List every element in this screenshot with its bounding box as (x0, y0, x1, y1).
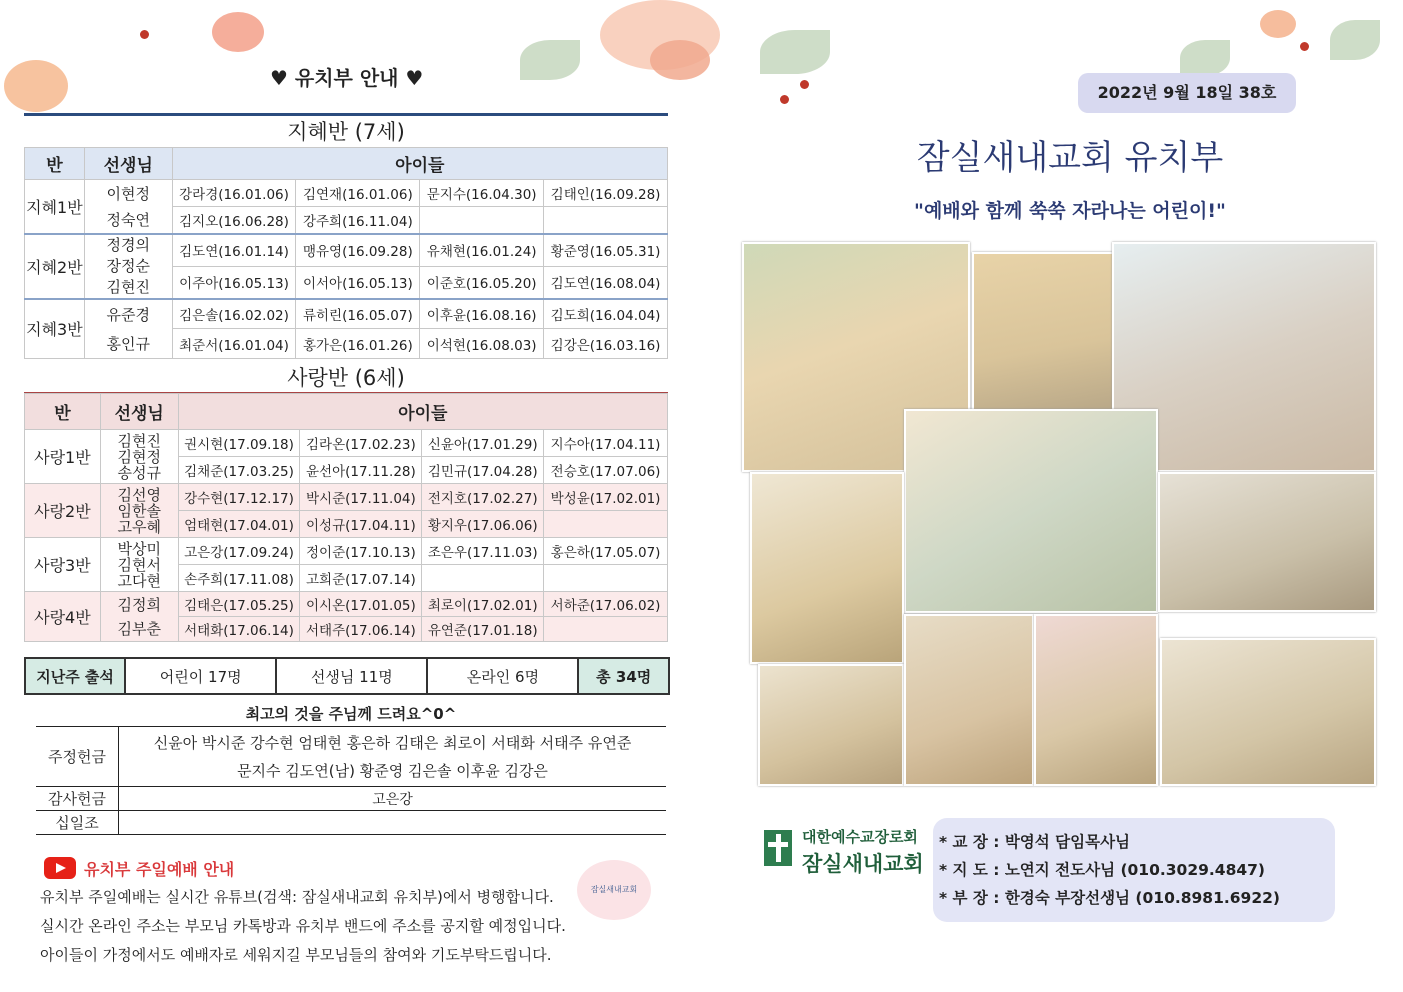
attendance-teachers: 선생님 11명 (276, 658, 427, 694)
offering-title: 최고의 것을 주님께 드려요^0^ (245, 705, 457, 723)
worship-line: 아이들이 가정에서도 예배자로 세워지길 부모님들의 참여와 기도부탁드립니다. (40, 946, 552, 964)
attendance-children: 어린이 17명 (125, 658, 276, 694)
child-cell: 고희준(17.07.14) (300, 565, 422, 592)
teacher-name: 임한솔 (117, 501, 161, 520)
activity-photo (750, 472, 904, 664)
teacher-list (84, 234, 172, 299)
child-cell: 김라온(17.02.23) (300, 430, 422, 457)
child-cell: 김태인(16.09.28) (544, 180, 668, 207)
child-cell: 김민규(17.04.28) (422, 457, 544, 484)
teacher-name: 김선영 (117, 485, 161, 504)
staff-line: * 부 장 : 한경숙 부장선생님 (010.8981.6922) (939, 889, 1280, 907)
teacher-name: 김현진 (106, 277, 150, 296)
issue-badge: 2022년 9월 18일 38호 (1078, 73, 1296, 113)
child-cell (544, 565, 668, 592)
attendance-online: 온라인 6명 (427, 658, 578, 694)
class-name: 사랑1반 (25, 430, 101, 484)
child-cell: 김태은(17.05.25) (178, 592, 300, 617)
child-cell: 문지수(16.04.30) (420, 180, 544, 207)
child-cell (544, 511, 668, 538)
child-cell: 이주아(16.05.13) (172, 266, 296, 299)
church-title: 잠실새내교회 유치부 (916, 138, 1224, 178)
child-cell: 강라경(16.01.06) (172, 180, 296, 207)
child-cell: 김연재(16.01.06) (296, 180, 420, 207)
church-name: 잠실새내교회 (802, 852, 924, 876)
child-cell: 서하준(17.06.02) (544, 592, 668, 617)
class-name: 사랑4반 (25, 592, 101, 642)
teacher-name: 유준경 (84, 299, 172, 329)
header-children: 아이들 (172, 148, 667, 180)
child-cell: 정이준(17.10.13) (300, 538, 422, 565)
offering-label: 감사헌금 (36, 787, 119, 811)
child-cell: 황준영(16.05.31) (544, 234, 668, 267)
church-badge-logo (577, 860, 651, 920)
worship-line: 유치부 주일예배는 실시간 유튜브(검색: 잠실새내교회 유치부)에서 병행합니다. (40, 888, 554, 906)
teacher-name: 송성규 (117, 463, 161, 482)
child-cell: 맹유영(16.09.28) (296, 234, 420, 267)
child-cell: 서태주(17.06.14) (300, 617, 422, 642)
teacher-list (100, 484, 178, 538)
activity-photo (904, 614, 1034, 786)
offering-line: 신윤아 박시준 강수현 엄태현 홍은하 김태은 최로이 서태화 서태주 유연준 (153, 733, 632, 752)
teacher-name: 고우혜 (117, 517, 161, 536)
activity-photo (1160, 638, 1376, 786)
child-cell (544, 617, 668, 642)
staff-line: * 교 장 : 박영석 담임목사님 (939, 833, 1131, 851)
denomination-name: 대한예수교장로회 (802, 828, 918, 846)
activity-photo (758, 664, 904, 786)
child-cell: 유채현(16.01.24) (420, 234, 544, 267)
attendance-total: 총 34명 (578, 658, 669, 694)
child-cell: 유연준(17.01.18) (422, 617, 544, 642)
child-cell: 김은솔(16.02.02) (172, 299, 296, 329)
child-cell: 지수아(17.04.11) (544, 430, 668, 457)
teacher-list (100, 538, 178, 592)
header-class: 반 (25, 394, 101, 430)
child-cell: 강주희(16.11.04) (296, 207, 420, 234)
class-name: 지혜2반 (25, 234, 85, 299)
child-cell: 최준서(16.01.04) (172, 329, 296, 359)
child-cell: 서태화(17.06.14) (178, 617, 300, 642)
header-teacher: 선생님 (84, 148, 172, 180)
child-cell: 고은강(17.09.24) (178, 538, 300, 565)
child-cell (420, 207, 544, 234)
offering-names: 고은강 (119, 787, 667, 811)
offering-names (119, 727, 667, 787)
child-cell: 이성규(17.04.11) (300, 511, 422, 538)
teacher-name: 장정순 (106, 256, 150, 275)
teacher-name: 고다현 (117, 571, 161, 590)
teacher-name: 김현서 (117, 555, 161, 574)
teacher-list (100, 430, 178, 484)
child-cell: 김강은(16.03.16) (544, 329, 668, 359)
offering-label: 주정헌금 (36, 727, 119, 787)
youtube-icon (44, 857, 76, 879)
offering-names (119, 811, 667, 835)
child-cell: 이시온(17.01.05) (300, 592, 422, 617)
child-cell: 조은우(17.11.03) (422, 538, 544, 565)
teacher-name: 정숙연 (84, 207, 172, 234)
offering-line: 문지수 김도연(남) 황준영 김은솔 이후윤 김강은 (237, 761, 548, 780)
child-cell: 김지오(16.06.28) (172, 207, 296, 234)
child-cell: 김도연(16.01.14) (172, 234, 296, 267)
slogan: "예배와 함께 쑥쑥 자라나는 어린이!" (914, 200, 1226, 222)
teacher-name: 정경의 (106, 235, 150, 254)
class-name: 사랑3반 (25, 538, 101, 592)
class-name: 지혜1반 (25, 180, 85, 234)
child-cell: 전지호(17.02.27) (422, 484, 544, 511)
staff-line: * 지 도 : 노연지 전도사님 (010.3029.4847) (939, 861, 1266, 879)
church-cross-icon (764, 830, 792, 866)
child-cell: 황지우(17.06.06) (422, 511, 544, 538)
teacher-name: 김부춘 (100, 617, 178, 642)
activity-photo (1158, 472, 1376, 612)
child-cell (544, 207, 668, 234)
child-cell: 이후윤(16.08.16) (420, 299, 544, 329)
attendance-label: 지난주 출석 (25, 658, 125, 694)
child-cell: 류히린(16.05.07) (296, 299, 420, 329)
header-class: 반 (25, 148, 85, 180)
wisdom-class-title: 지혜반 (7세) (287, 120, 405, 144)
child-cell: 권시현(17.09.18) (178, 430, 300, 457)
child-cell: 윤선아(17.11.28) (300, 457, 422, 484)
child-cell: 강수현(17.12.17) (178, 484, 300, 511)
worship-title: 유치부 주일예배 안내 (84, 860, 235, 879)
child-cell: 최로이(17.02.01) (422, 592, 544, 617)
teacher-name: 김정희 (100, 592, 178, 617)
child-cell: 박성윤(17.02.01) (544, 484, 668, 511)
child-cell: 이준호(16.05.20) (420, 266, 544, 299)
love-class-title: 사랑반 (6세) (24, 362, 668, 394)
activity-photo (972, 252, 1116, 411)
teacher-name: 김현정 (117, 447, 161, 466)
child-cell: 박시준(17.11.04) (300, 484, 422, 511)
love-class-table (24, 393, 668, 642)
header-teacher: 선생님 (100, 394, 178, 430)
attendance-table (24, 657, 670, 695)
child-cell: 김채준(17.03.25) (178, 457, 300, 484)
child-cell: 엄태현(17.04.01) (178, 511, 300, 538)
badge-text: 잠실새내교회 (590, 885, 638, 894)
child-cell: 손주희(17.11.08) (178, 565, 300, 592)
child-cell (422, 565, 544, 592)
activity-photo (904, 409, 1158, 613)
child-cell: 신윤아(17.01.29) (422, 430, 544, 457)
child-cell: 홍가은(16.01.26) (296, 329, 420, 359)
child-cell: 이서아(16.05.13) (296, 266, 420, 299)
header-children: 아이들 (178, 394, 667, 430)
staff-info-box (933, 818, 1335, 922)
wisdom-class-table (24, 147, 668, 359)
child-cell: 이석현(16.08.03) (420, 329, 544, 359)
child-cell: 김도연(16.08.04) (544, 266, 668, 299)
class-name: 사랑2반 (25, 484, 101, 538)
offering-label: 십일조 (36, 811, 119, 835)
child-cell: 김도희(16.04.04) (544, 299, 668, 329)
teacher-name: 이현정 (84, 180, 172, 207)
class-name: 지혜3반 (25, 299, 85, 359)
worship-line: 실시간 온라인 주소는 부모님 카톡방과 유치부 밴드에 주소를 공지할 예정입니다. (40, 917, 566, 935)
teacher-name: 김현진 (117, 431, 161, 450)
offering-table (36, 726, 666, 835)
page-title: ♥ 유치부 안내 ♥ (270, 66, 424, 90)
child-cell: 홍은하(17.05.07) (544, 538, 668, 565)
child-cell: 전승호(17.07.06) (544, 457, 668, 484)
teacher-name: 박상미 (117, 539, 161, 558)
activity-photo (1034, 614, 1158, 786)
teacher-name: 홍인규 (84, 329, 172, 359)
